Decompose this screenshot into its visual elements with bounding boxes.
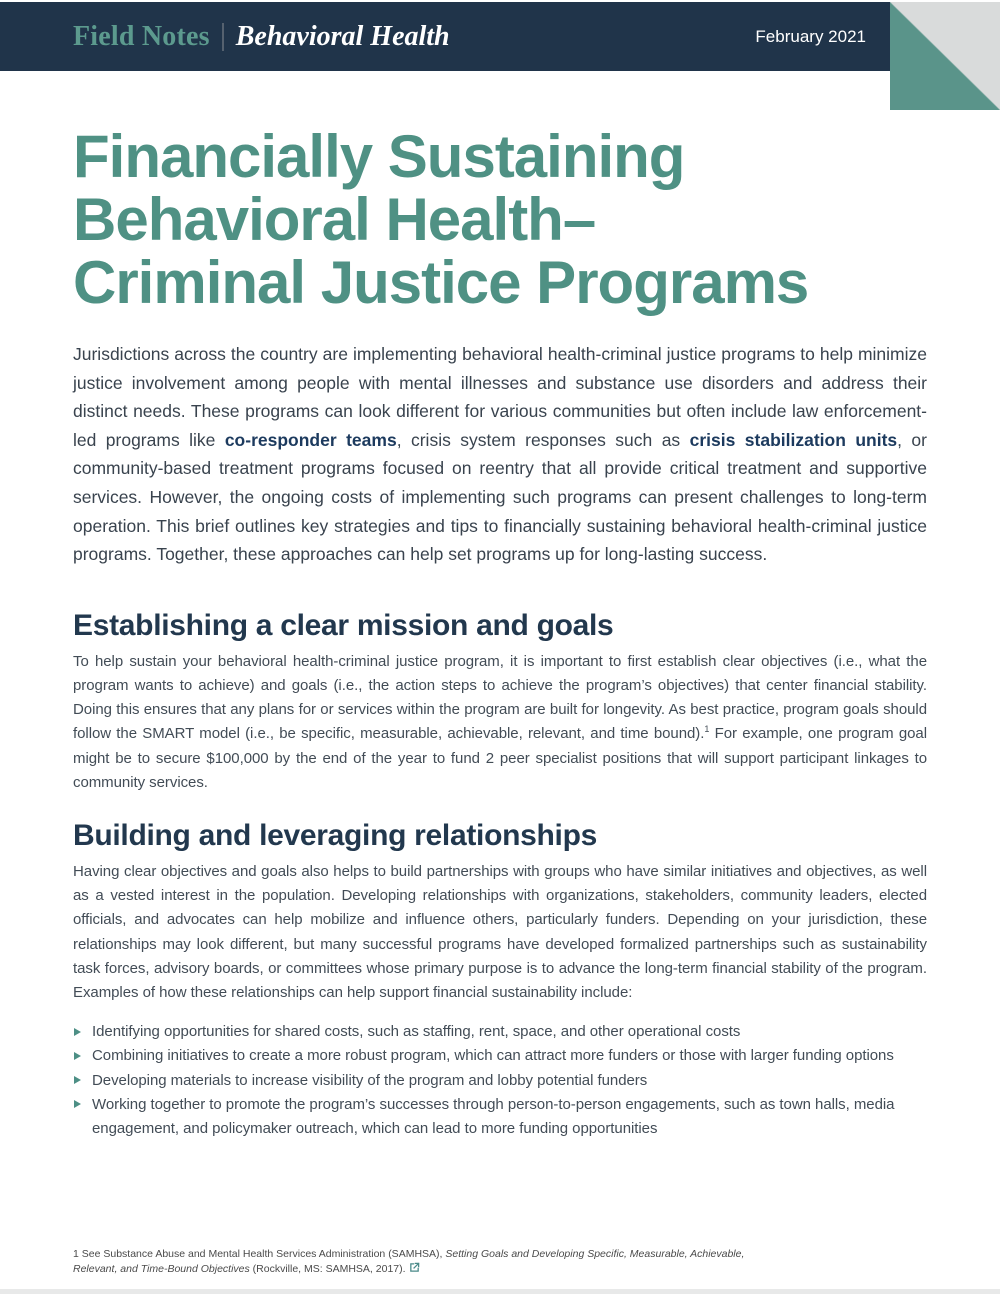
intro-text-3: , or community-based treatment programs focused on reentry that all provide critical treatment and supportive services. However, the ongoing costs of implementing such programs can present challenges to long-term operation. This brief outlines key strategies and tips to financially sustaining behavioral health-criminal justice programs. Together, these approaches can help set programs up for long-lasting success. [73,429,927,565]
intro-text-1: Jurisdictions across the country are implementing behavioral health-criminal justice programs to help minimize justice involvement among people with mental illnesses and substance use disorders and address their distinct needs. These programs can look different for various communities but often include law enforcement-led programs like [73,344,927,450]
list-item [73,1069,927,1093]
list-item-text: Identifying opportunities for shared costs, such as staffing, rent, space, and other operational costs [92,1023,741,1041]
section-heading-mission-goals: Establishing a clear mission and goals [73,608,614,642]
list-item [73,1093,927,1141]
document-body [0,71,1000,1141]
external-link-icon[interactable] [409,1262,420,1278]
section-body-mission-goals [73,650,927,795]
list-item-text: Combining initiatives to create a more robust program, which can attract more funders or those with larger funding options [92,1047,894,1065]
co-responder-teams-link[interactable]: co-responder teams [224,429,397,450]
section-body-relationships: Having clear objectives and goals also helps to build partnerships with groups who have similar initiatives and objectives, as well as a vested interest in the population. Developing relationships with organizations, stakeholders, community leaders, elected officials, and advocates can help mobilize and influence others, particularly funders. Depending on your jurisdiction, these relationships may look different, but many successful programs have developed formalized partnerships such as sustainability task forces, advisory boards, or committees whose primary purpose is to advance the long-term financial stability of the program. Examples of how these relationships can help support financial sustainability include: [73,862,927,1001]
publication-name: Behavioral Health [235,20,450,52]
list-item-text: Developing materials to increase visibility of the program and lobby potential funders [92,1071,648,1089]
list-item [73,1020,927,1044]
page-title-line-1: Financially Sustaining [73,123,685,190]
section-heading-relationships: Building and leveraging relationships [73,818,597,852]
page-title [73,125,927,314]
intro-paragraph [73,340,927,569]
mission-goals-text-1: To help sustain your behavioral health-criminal justice program, it is important to first establish clear objectives (i.e., what the program wants to achieve) and goals (i.e., the action steps to achieve the program’s objectives) that center financial stability. Doing this ensures that any plans for or services within the program are built for longevity. As best practice, program goals should follow the SMART model (i.e., be specific, measurable, achievable, relevant, and time bound). [73,652,927,743]
brand-divider [222,23,224,51]
page-title-line-2: Behavioral Health– [73,186,596,253]
page-bottom-edge [0,1289,1000,1294]
page-title-line-3: Criminal Justice Programs [73,249,809,316]
issue-date: February 2021 [755,26,866,46]
masthead-bar [0,2,890,71]
footnote-text-2: (Rockville, MS: SAMHSA, 2017). [249,1262,406,1275]
list-item [73,1044,927,1068]
mission-goals-text-2: For example, one program goal might be to secure $100,000 by the end of the year to fund 2 peer specialist positions that will support participant linkages to community services. [73,725,927,791]
triangle-bullet-icon [74,1100,81,1108]
footnote-reference-1[interactable]: 1 [704,724,710,735]
footnote-number: 1 [73,1248,79,1260]
footnote-text-1: See Substance Abuse and Mental Health Services Administration (SAMHSA), [78,1248,446,1260]
sustainability-bullet-list [73,1020,927,1141]
brand [73,21,450,53]
footnote [73,1248,763,1278]
triangle-bullet-icon [74,1052,81,1060]
triangle-bullet-icon [74,1028,81,1036]
footnote-citation-title: Setting Goals and Developing Specific, Measurable, Achievable, Relevant, and Time-Bound Objectives [73,1248,745,1275]
crisis-stabilization-units-link[interactable]: crisis stabilization units [689,429,898,450]
list-item-text: Working together to promote the program’s successes through person-to-person engagements, such as town halls, media engagement, and policymaker outreach, which can lead to more funding opportunities [92,1095,895,1137]
brand-name: Field Notes [73,20,210,52]
intro-text-2: , crisis system responses such as [396,429,690,450]
triangle-bullet-icon [74,1076,81,1084]
